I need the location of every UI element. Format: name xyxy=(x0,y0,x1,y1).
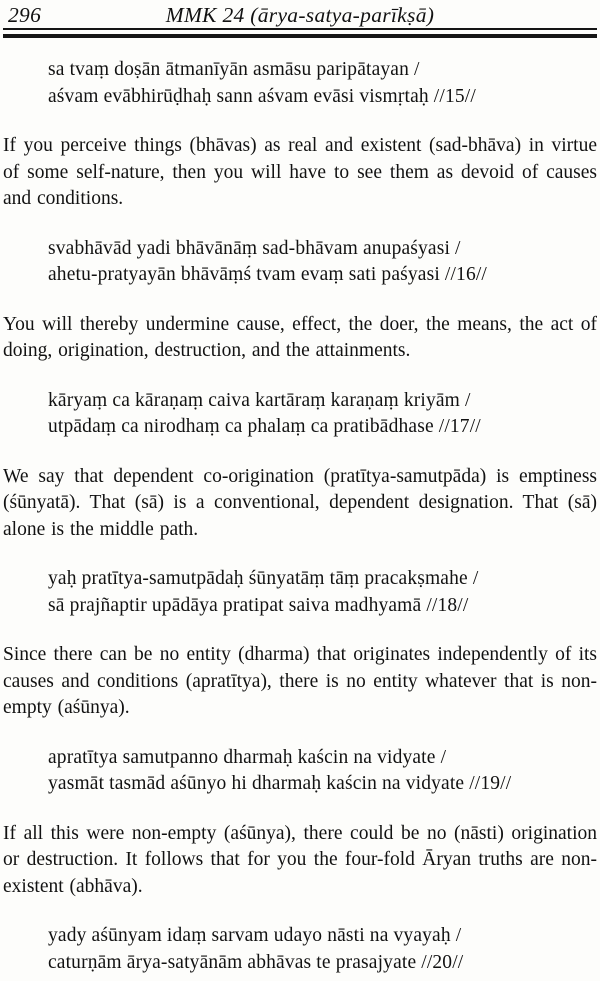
verse-line: sā prajñaptir upādāya pratipat saiva madhyamā //18// xyxy=(48,594,469,616)
verse-line: yasmāt tasmād aśūnyo hi dharmaḥ kaścin na vidyate //19// xyxy=(48,773,512,794)
verse-line: yady aśūnyam idaṃ sarvam udayo nāsti na vyayaḥ / xyxy=(48,925,462,946)
verse-line: sa tvaṃ doṣān ātmanīyān asmāsu paripātayan / xyxy=(48,59,420,80)
verse-line: caturṇām ārya-satyānām abhāvas te prasajyate //20// xyxy=(48,951,464,973)
verse-line: utpādaṃ ca nirodhaṃ ca phalaṃ ca pratibādhase //17// xyxy=(48,416,481,437)
translation-paragraph-15: If you perceive things (bhāvas) as real and existent (sad-bhāva) in virtue of some self-nature, then you will have to see them as devoid of causes and conditions. xyxy=(3,135,597,209)
verse-line: kāryaṃ ca kāraṇaṃ caiva kartāraṃ karaṇaṃ kriyām / xyxy=(48,389,471,411)
page-body xyxy=(3,38,597,976)
page-number: 296 xyxy=(8,3,42,27)
verse-line: yaḥ pratītya-samutpādaḥ śūnyatāṃ tāṃ pracakṣmahe / xyxy=(48,568,479,589)
sanskrit-verse-16 xyxy=(48,236,597,289)
sanskrit-verse-15 xyxy=(48,57,597,110)
chapter-title: MMK 24 (ārya-satya-parīkṣā) xyxy=(165,3,435,27)
translation-paragraph-18: Since there can be no entity (dharma) that originates independently of its causes and conditions (apratītya), there is no entity whatever that is non-empty (aśūnya). xyxy=(3,644,597,718)
verse-line: svabhāvād yadi bhāvānāṃ sad-bhāvam anupaśyasi / xyxy=(48,237,461,259)
verse-line: aśvam evābhirūḍhaḥ sann aśvam evāsi vismṛtaḥ //15// xyxy=(48,85,476,107)
sanskrit-verse-17 xyxy=(48,388,597,441)
translation-paragraph-19: If all this were non-empty (aśūnya), there could be no (nāsti) origination or destruction. It follows that for you the four-fold Āryan truths are non-existent (abhāva). xyxy=(3,822,597,897)
sanskrit-verse-19 xyxy=(48,745,597,798)
translation-paragraph-16: You will thereby undermine cause, effect, the doer, the means, the act of doing, origination, destruction, and the attainments. xyxy=(3,313,597,361)
sanskrit-verse-20 xyxy=(48,923,597,976)
verse-line: ahetu-pratyayān bhāvāṃś tvam evaṃ sati paśyasi //16// xyxy=(48,264,487,285)
sanskrit-verse-18 xyxy=(48,566,597,619)
header-rule-thin xyxy=(3,28,597,30)
running-header xyxy=(3,4,597,27)
verse-line: apratītya samutpanno dharmaḥ kaścin na vidyate / xyxy=(48,746,447,768)
translation-paragraph-17: We say that dependent co-origination (pratītya-samutpāda) is emptiness (śūnyatā). That (sā) is a conventional, dependent designation. That (sā) alone is the middle path. xyxy=(3,465,597,540)
